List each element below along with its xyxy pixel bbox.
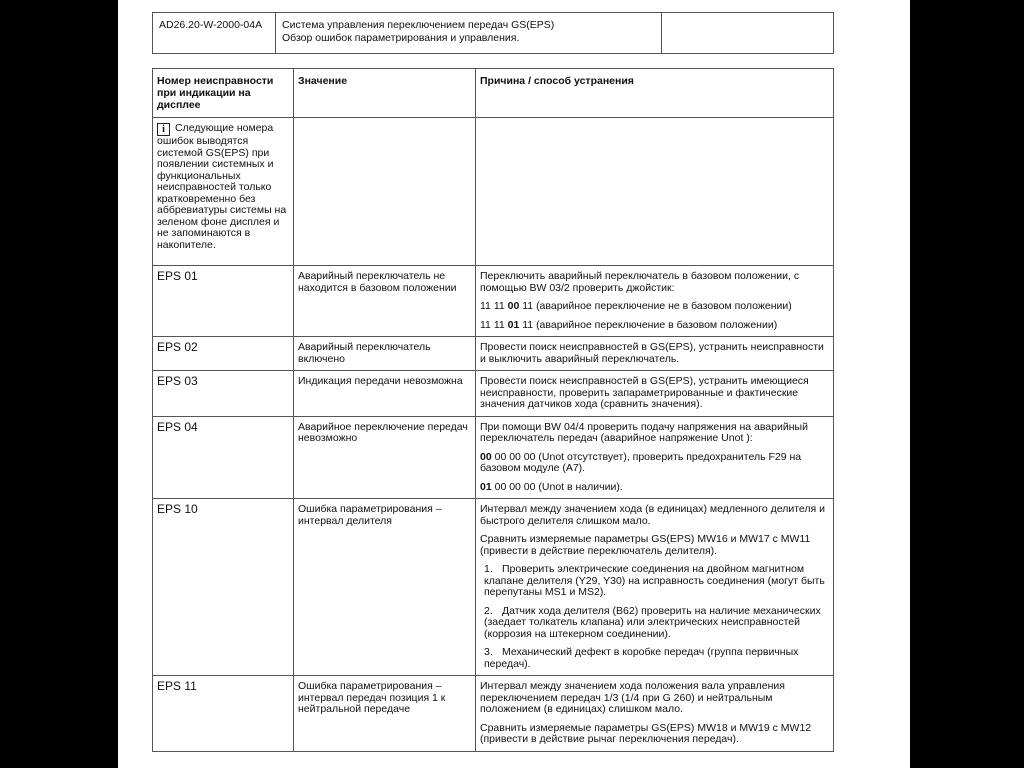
error-cause — [476, 499, 834, 676]
cause-paragraph — [480, 342, 829, 365]
step-number: 2. — [484, 604, 493, 617]
error-meaning: Аварийный переключатель включено — [294, 337, 476, 371]
note-empty-cell — [476, 118, 834, 266]
cause-text: При помощи BW 04/4 проверить подачу напряжения на аварийный переключатель передач (аварийное напряжение Unot ): — [480, 420, 808, 444]
value-suffix: 00 00 00 (Unot отсутствует), проверить предохранитель F29 на базовом модуле (A7). — [480, 450, 802, 474]
error-code: EPS 10 — [153, 499, 294, 676]
table-row — [153, 337, 834, 371]
table-row — [153, 416, 834, 499]
column-header-cause: Причина / способ устранения — [476, 69, 834, 118]
value-suffix: 11 (аварийное переключение в базовом положении) — [519, 318, 778, 331]
step-number: 3. — [484, 646, 493, 658]
error-cause — [476, 416, 834, 499]
error-cause — [476, 337, 834, 371]
cause-paragraph — [480, 681, 829, 716]
info-icon: i — [157, 123, 170, 136]
document-page — [118, 0, 910, 768]
error-code: EPS 03 — [153, 371, 294, 417]
cause-paragraph — [480, 723, 829, 746]
document-title-line1: Система управления переключением передач GS(EPS) — [282, 19, 555, 31]
cause-text: Переключить аварийный переключатель в базовом положении, с помощью BW 03/2 проверить джойстик: — [480, 270, 800, 294]
document-id: AD26.20-W-2000-04A — [153, 13, 276, 54]
error-meaning: Аварийное переключение передач невозможно — [294, 416, 476, 499]
error-code: EPS 11 — [153, 676, 294, 752]
note-empty-cell — [294, 118, 476, 266]
document-title-line2: Обзор ошибок параметрирования и управления. — [282, 31, 520, 44]
cause-text: Интервал между значением хода (в единицах) медленного делителя и быстрого делителя слишком мало. — [480, 503, 825, 527]
numbered-step — [480, 647, 829, 670]
note-row — [153, 118, 834, 266]
document-header-extra — [662, 13, 834, 54]
error-code-table — [152, 68, 834, 752]
cause-paragraph — [480, 301, 829, 313]
cause-text: Провести поиск неисправностей в GS(EPS), устранить имеющиеся неисправности, проверить запараметрированные и фактические значения датчиков хода (сравнить значения). — [480, 375, 809, 410]
numbered-step — [480, 564, 829, 599]
error-meaning: Индикация передачи невозможна — [294, 371, 476, 417]
value-suffix: 11 (аварийное переключение не в базовом положении) — [519, 300, 792, 312]
cause-text: Датчик хода делителя (B62) проверить на наличие механических (заедает толкатель клапана) или электрических неисправностей (коррозия на штекерном соединении). — [484, 604, 821, 640]
table-row — [153, 676, 834, 752]
cause-paragraph — [480, 376, 829, 411]
table-row — [153, 499, 834, 676]
note-text: Следующие номера ошибок выводятся системой GS(EPS) при появлении системных и функциональных неисправностей только кратковременно без аббревиатуры системы на зеленом фоне дисплея и не запоминаются в накопителе. — [157, 122, 287, 251]
document-header — [152, 12, 834, 54]
table-row — [153, 371, 834, 417]
value-prefix: 11 11 — [480, 300, 508, 312]
bold-value: 00 — [480, 450, 492, 463]
error-code: EPS 04 — [153, 416, 294, 499]
bold-value: 01 — [507, 318, 520, 331]
cause-text: Сравнить измеряемые параметры GS(EPS) MW16 и MW17 с MW11 (привести в действие переключатель делителя). — [480, 533, 811, 557]
cause-text: Сравнить измеряемые параметры GS(EPS) MW18 и MW19 с MW12 (привести в действие рычаг переключения передач). — [480, 721, 812, 745]
numbered-step — [480, 606, 829, 641]
error-cause — [476, 371, 834, 417]
column-header-meaning: Значение — [294, 69, 476, 118]
table-header-row — [153, 69, 834, 118]
document-title — [276, 13, 662, 54]
cause-paragraph — [480, 534, 829, 557]
note-cell — [153, 118, 294, 266]
cause-paragraph — [480, 452, 829, 475]
cause-paragraph — [480, 504, 829, 527]
error-cause — [476, 266, 834, 337]
cause-paragraph — [480, 482, 829, 494]
error-code: EPS 01 — [153, 266, 294, 337]
error-meaning: Ошибка параметрирования – интервал передач позиция 1 к нейтральной передаче — [294, 676, 476, 752]
column-header-code: Номер неисправности при индикации на дисплее — [153, 69, 294, 118]
value-prefix: 11 11 — [480, 318, 508, 331]
cause-text: Проверить электрические соединения на двойном магнитном клапане делителя (Y29, Y30) на исправность соединения (могут быть перепутаны MS1 и MS2). — [484, 563, 825, 598]
cause-text: Провести поиск неисправностей в GS(EPS), устранить неисправности и выключить аварийный переключатель. — [480, 341, 824, 365]
error-meaning: Аварийный переключатель не находится в базовом положении — [294, 266, 476, 337]
table-row — [153, 266, 834, 337]
bold-value: 00 — [507, 300, 520, 312]
cause-paragraph — [480, 422, 829, 445]
bold-value: 01 — [480, 480, 492, 493]
error-meaning: Ошибка параметрирования – интервал делителя — [294, 499, 476, 676]
cause-text: Интервал между значением хода положения вала управления переключением передач 1/3 (1/4 при G 260) и нейтральным положением (в единицах) слишком мало. — [480, 680, 785, 715]
cause-paragraph — [480, 320, 829, 332]
cause-paragraph — [480, 271, 829, 294]
error-code: EPS 02 — [153, 337, 294, 371]
cause-text: Механический дефект в коробке передач (группа первичных передач). — [484, 646, 799, 670]
error-cause — [476, 676, 834, 752]
step-number: 1. — [484, 563, 493, 575]
value-suffix: 00 00 00 (Unot в наличии). — [491, 480, 623, 493]
